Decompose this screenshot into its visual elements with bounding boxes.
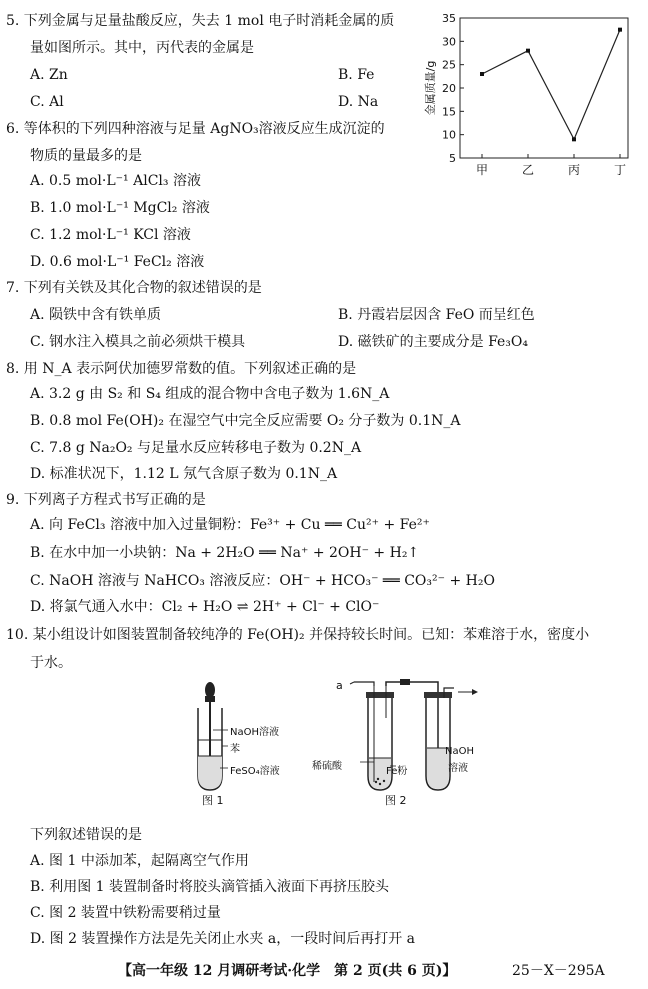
q6-stem-line1: 6. 等体积的下列四种溶液与足量 AgNO₃溶液反应生成沉淀的 [6, 121, 385, 137]
q7-option-d: D. 磁铁矿的主要成分是 Fe₃O₄ [338, 334, 529, 350]
y-tick-label: 15 [442, 105, 456, 119]
q8-option-a: A. 3.2 g 由 S₂ 和 S₄ 组成的混合物中含电子数为 1.6N_A [30, 386, 390, 402]
figure-2-apparatus [330, 678, 490, 802]
fig2-label-solution: 溶液 [448, 763, 468, 774]
q7-stem: 7. 下列有关铁及其化合物的叙述错误的是 [6, 280, 262, 296]
data-point [526, 49, 530, 53]
q7-option-b: B. 丹霞岩层因含 FeO 而呈红色 [338, 307, 535, 323]
footer-code: 25－X－295A [512, 963, 605, 979]
y-tick-label: 5 [449, 152, 456, 165]
q10-option-b: B. 利用图 1 装置制备时将胶头滴管插入液面下再挤压胶头 [30, 879, 389, 895]
q5-option-a: A. Zn [30, 67, 68, 83]
q10-stem-line2: 于水。 [30, 655, 72, 671]
q9-option-d: D. 将氯气通入水中：Cl₂ + H₂O ⇌ 2H⁺ + Cl⁻ + ClO⁻ [30, 599, 380, 615]
q9-stem: 9. 下列离子方程式书写正确的是 [6, 492, 206, 508]
q6-stem-line2: 物质的量最多的是 [30, 148, 142, 164]
metal-mass-chart [420, 8, 640, 178]
q7-option-a: A. 陨铁中含有铁单质 [30, 307, 162, 323]
q10-option-d: D. 图 2 装置操作方法是先关闭止水夹 a，一段时间后再打开 a [30, 931, 416, 947]
fig1-label-naoh: NaOH溶液 [230, 727, 279, 738]
q5-stem-line1: 5. 下列金属与足量盐酸反应，失去 1 mol 电子时消耗金属的质 [6, 13, 395, 29]
q8-stem: 8. 用 N_A 表示阿伏加德罗常数的值。下列叙述正确的是 [6, 361, 357, 377]
q8-option-c: C. 7.8 g Na₂O₂ 与足量水反应转移电子数为 0.2N_A [30, 440, 362, 456]
q5-option-d: D. Na [338, 94, 379, 110]
q7-option-c: C. 钢水注入模具之前必须烘干模具 [30, 334, 246, 350]
q9-option-c: C. NaOH 溶液与 NaHCO₃ 溶液反应：OH⁻ + HCO₃⁻ ══ CO₃²⁻ + H₂O [30, 573, 495, 589]
q5-stem-line2: 量如图所示。其中，丙代表的金属是 [30, 40, 254, 56]
data-point [572, 137, 576, 141]
fig1-label-feso4: FeSO₄溶液 [230, 766, 280, 777]
figure-1-apparatus [180, 678, 300, 806]
q6-option-d: D. 0.6 mol·L⁻¹ FeCl₂ 溶液 [30, 254, 205, 270]
q5-option-b: B. Fe [338, 67, 375, 83]
q6-option-b: B. 1.0 mol·L⁻¹ MgCl₂ 溶液 [30, 200, 210, 216]
footer-page-info: 【高一年级 12 月调研考试·化学 第 2 页(共 6 页)】 [118, 963, 457, 979]
y-tick-label: 35 [442, 12, 456, 25]
y-tick-label: 25 [442, 58, 456, 72]
fig1-label-benzene: 苯 [230, 744, 240, 755]
data-point [618, 28, 622, 32]
chart-frame [460, 18, 628, 158]
y-tick-label: 20 [442, 82, 456, 95]
x-tick-label: 丙 [567, 163, 581, 177]
fig2-label-naoh: NaOH [445, 746, 474, 757]
series-line [482, 30, 620, 140]
fig1-caption: 图 1 [202, 794, 224, 807]
q9-option-a: A. 向 FeCl₃ 溶液中加入过量铜粉：Fe³⁺ + Cu ══ Cu²⁺ + Fe²⁺ [30, 517, 430, 533]
fig2-label-acid: 稀硫酸 [312, 761, 342, 772]
q10-option-a: A. 图 1 中添加苯，起隔离空气作用 [30, 853, 249, 869]
q10-option-c: C. 图 2 装置中铁粉需要稍过量 [30, 905, 221, 921]
x-tick-label: 甲 [475, 163, 489, 177]
q6-option-c: C. 1.2 mol·L⁻¹ KCl 溶液 [30, 227, 191, 243]
y-axis-label: 金属质量/g [424, 60, 437, 116]
x-tick-label: 乙 [521, 163, 535, 177]
data-point [480, 72, 484, 76]
q6-option-a: A. 0.5 mol·L⁻¹ AlCl₃ 溶液 [30, 173, 201, 189]
q10-stem-line1: 10. 某小组设计如图装置制备较纯净的 Fe(OH)₂ 并保持较长时间。已知：苯难溶于水，密度小 [6, 627, 590, 643]
x-tick-label: 丁 [613, 163, 627, 177]
y-tick-label: 30 [442, 35, 456, 49]
q5-option-c: C. Al [30, 94, 64, 110]
y-tick-label: 10 [442, 128, 456, 142]
q8-option-b: B. 0.8 mol Fe(OH)₂ 在湿空气中完全反应需要 O₂ 分子数为 0.1N_A [30, 413, 461, 429]
fig2-label-a: a [336, 679, 343, 692]
q9-option-b: B. 在水中加一小块钠：Na + 2H₂O ══ Na⁺ + 2OH⁻ + H₂↑ [30, 545, 420, 561]
fig2-caption: 图 2 [385, 794, 407, 807]
fig2-label-fe: Fe粉 [386, 766, 408, 777]
q10-ask: 下列叙述错误的是 [30, 827, 142, 843]
q8-option-d: D. 标准状况下，1.12 L 氖气含原子数为 0.1N_A [30, 466, 338, 482]
